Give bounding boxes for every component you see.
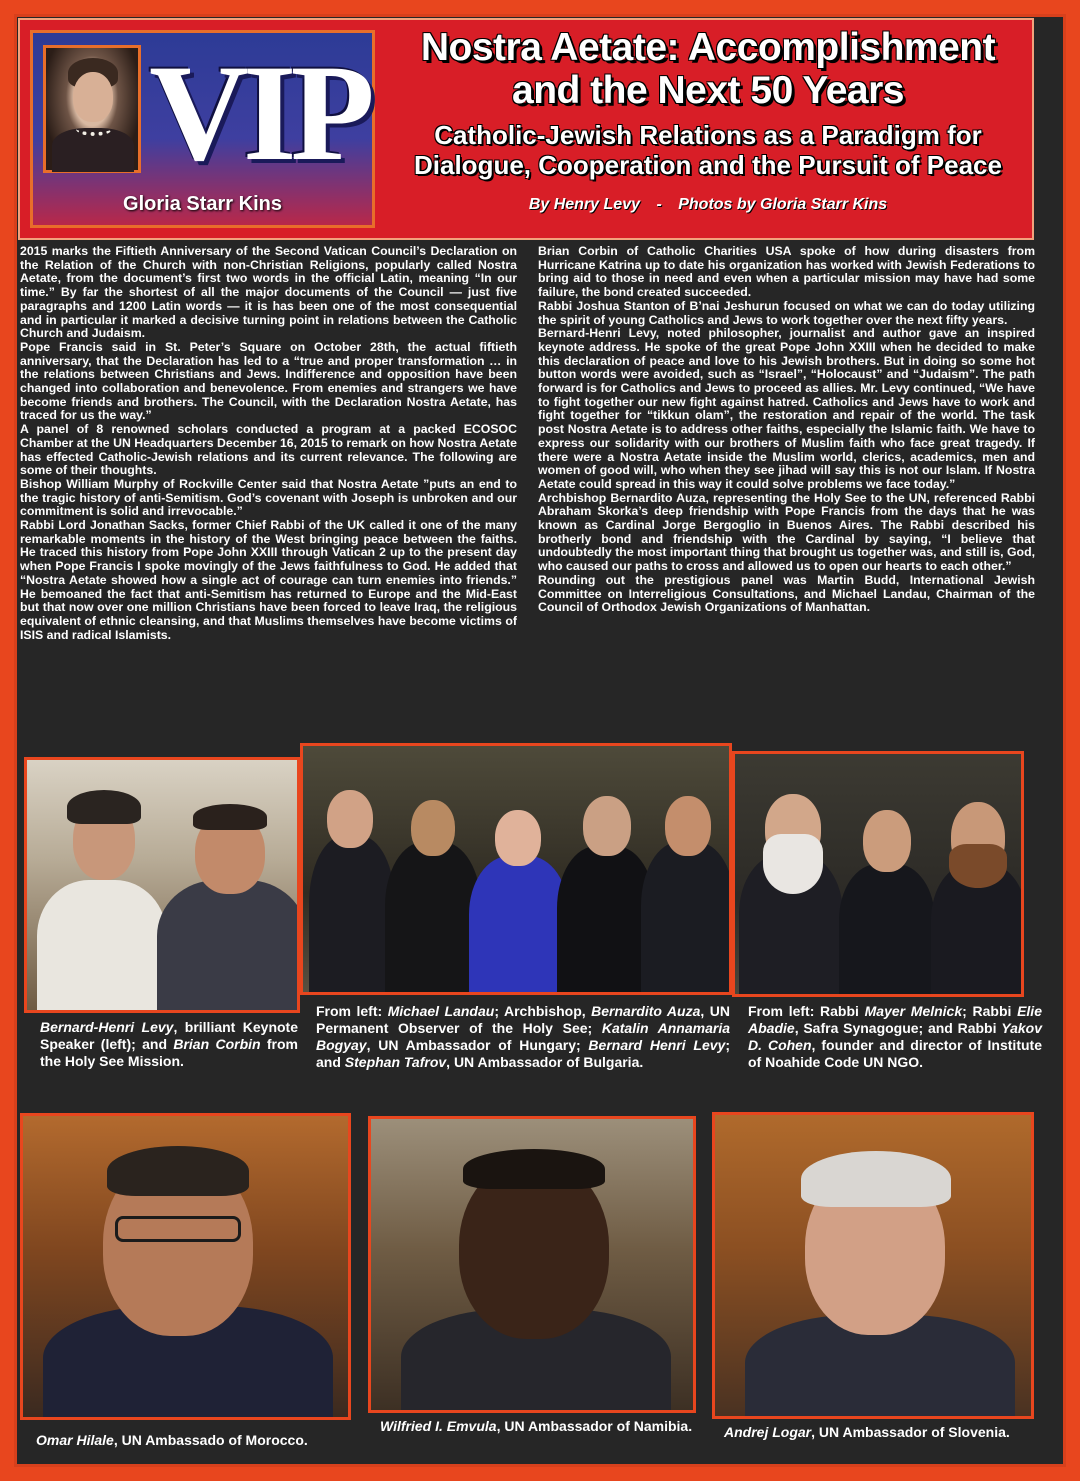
vip-label: VIP — [149, 36, 369, 189]
caption-photo-6: Andrej Logar, UN Ambassador of Slovenia. — [724, 1424, 1010, 1440]
article-column-left — [20, 245, 517, 642]
photo-three-rabbis — [732, 751, 1024, 997]
paragraph: Rounding out the prestigious panel was Martin Budd, International Jewish Committee on Interreligious Consultations, and Michael Landau, Chairman of the Council of Orthodox Jewish Organizations of Manhattan. — [538, 572, 1035, 615]
paragraph: Rabbi Lord Jonathan Sacks, former Chief Rabbi of the UK called it one of the many remarkable moments in the history of the West bringing peace between the faiths. He traced this history from Pope John XXIII through Vatican 2 up to the present day when Pope Francis I spoke movingly of the Jews faithfulness to God. He added that “Nostra Aetate showed how a single act of courage can turn enemies into friends.” He bemoaned the fact that anti-Semitism has returned to Europe and the Mid-East but that now over one million Christians have been forced to leave Iraq, the religious equivalent of ethnic cleansing, and that Muslims themselves have become victims of ISIS and radical Islamists. — [20, 518, 517, 642]
vip-badge — [30, 30, 375, 228]
paragraph: Bernard-Henri Levy, noted philosopher, journalist and author gave an inspired keynote address. He spoke of the great Pope John XXIII when he decided to make this declaration of peace and love to his Jewish brothers. But in doing so some hot button words were avoided, such as “Israel”, “Holocaust” and “Judaism”. The path forward is for Catholics and Jews to proceed as allies. Mr. Levy continued, “We have to fight together our new fight against hatred. Catholics and Jews have to work and fight together for “tikkun olam”, the restoration and repair of the world. The task post Nostra Aetate is to address other faiths, especially the Islamic faith. We have to express our solidarity with our brothers of Muslim faith who face great tragedy. If there were a Nostra Aetate inside the Muslim world, clerics, academics, men and women of good will, who when they see jihad will say this is not our Islam. If Nostra Aetate could spread in this way it could solve problems we face today.” — [538, 326, 1035, 491]
article-subtitle: Catholic-Jewish Relations as a Paradigm for Dialogue, Cooperation and the Pursuit of Peace — [414, 120, 1002, 180]
caption-photo-3: From left: Rabbi Mayer Melnick; Rabbi Elie Abadie, Safra Synagogue; and Rabbi Yakov D. Cohen, founder and director of Institute of Noahide Code UN NGO. — [748, 1003, 1042, 1070]
vip-name: Gloria Starr Kins — [123, 193, 282, 215]
photo-emvula — [368, 1116, 696, 1413]
byline-author: By Henry Levy — [528, 196, 640, 213]
header-banner — [18, 18, 1034, 240]
photo-hilale — [20, 1113, 351, 1420]
caption-photo-1: Bernard-Henri Levy, brilliant Keynote Speaker (left); and Brian Corbin from the Holy See Mission. — [40, 1019, 298, 1069]
byline-separator: - — [656, 196, 662, 213]
caption-photo-5: Wilfried I. Emvula, UN Ambassador of Namibia. — [380, 1418, 693, 1434]
paragraph: A panel of 8 renowned scholars conducted a program at a packed ECOSOC Chamber at the UN Headquarters December 16, 2015 to remark on how Nostra Aetate has effected Catholic-Jewish relations and its current relevance. The following are some of their thoughts. — [20, 422, 517, 478]
paragraph: Archbishop Bernardito Auza, representing the Holy See to the UN, referenced Rabbi Abraham Skorka’s deep friendship with Pope Francis from the days that he was known as Cardinal Jorge Bergoglio in Buenos Aires. The Rabbi described his brotherly bond and friendship with the Cardinal by saying, “I believe that undoubtedly the most important thing that brought us together was, and still is, God, who caused our paths to cross and allowed us to open our hearts to each other.” — [538, 490, 1035, 574]
caption-photo-2: From left: Michael Landau; Archbishop, Bernardito Auza, UN Permanent Observer of the Holy See; Katalin Annamaria Bogyay, UN Ambassador of Hungary; Bernard Henri Levy; and Stephan Tafrov, UN Ambassador of Bulgaria. — [316, 1003, 731, 1070]
article-title: Nostra Aetate: Accomplishment and the Next 50 Years — [420, 26, 996, 112]
paragraph: 2015 marks the Fiftieth Anniversary of the Second Vatican Council’s Declaration on the Relation of the Church with non-Christian Religions, popularly called Nostra Aetate, from the document’s first two words in the official Latin, meaning “In our time.” By far the shortest of all the major documents of the Council — just five paragraphs and 1200 Latin words — it is has been one of the most consequential and in particular it marked a decisive turning point in relations between the Catholic Church and Judaism. — [20, 244, 517, 341]
photo-group-five — [300, 743, 732, 995]
paragraph: Brian Corbin of Catholic Charities USA spoke of how during disasters from Hurricane Katrina up to date his organization has worked with Jewish Federations to bring aid to those in need and even when a particular mission may have had some failure, the bond created succeeded. — [538, 244, 1035, 300]
caption-photo-4: Omar Hilale, UN Ambassado of Morocco. — [36, 1432, 308, 1448]
paragraph: Pope Francis said in St. Peter’s Square on October 28th, the actual fiftieth anniversary, that the Declaration has led to a “true and proper transformation … in the relations between Christians and Jews. Indifference and opposition have been changed into collaboration and benevolence. From enemies and strangers we have become friends and brothers. The Council, with the Declaration Nostra Aetate, has traced for us the way.” — [20, 339, 517, 423]
byline — [388, 196, 1028, 214]
paragraph: Rabbi Joshua Stanton of B’nai Jeshurun focused on what we can do today utilizing the spirit of young Catholics and Jews to work together over the next fifty years. — [538, 298, 1035, 327]
portrait-photo — [43, 45, 141, 173]
paragraph: Bishop William Murphy of Rockville Center said that Nostra Aetate ”puts an end to the tragic history of anti-Semitism. God’s covenant with Joseph is unbroken and our commitment is solid and irrevocable.” — [20, 476, 517, 519]
photo-levy-corbin — [24, 757, 300, 1013]
byline-photos: Photos by Gloria Starr Kins — [678, 196, 888, 213]
article-column-right — [538, 245, 1035, 615]
photo-logar — [712, 1112, 1034, 1419]
